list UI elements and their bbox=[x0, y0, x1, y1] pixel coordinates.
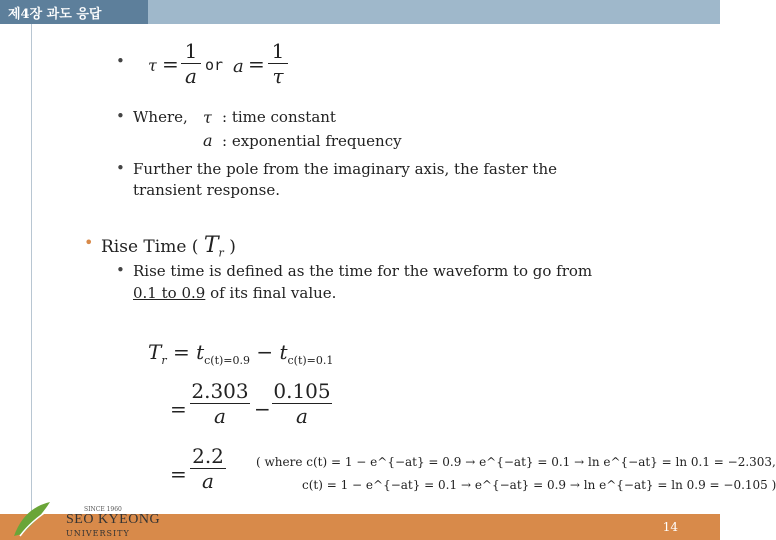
tau-symbol-2: τ bbox=[203, 108, 212, 127]
eq1-sub1: c(t)=0.9 bbox=[204, 354, 250, 367]
header-title-block bbox=[0, 0, 148, 24]
page-number: 14 bbox=[662, 520, 678, 534]
numerator: 1 bbox=[184, 39, 198, 63]
eq2-fraction-1 bbox=[190, 380, 250, 427]
eq3-den: a bbox=[202, 469, 214, 493]
logo-name: SEO KYEONG bbox=[66, 512, 161, 527]
denominator-2: τ bbox=[272, 64, 284, 88]
tau-description: : time constant bbox=[222, 108, 336, 126]
equation-line-1 bbox=[148, 340, 333, 367]
eq1-sub2: c(t)=0.1 bbox=[287, 354, 334, 367]
rise-heading-pre: Rise Time ( bbox=[101, 237, 199, 257]
tr-symbol: T bbox=[203, 233, 219, 258]
where-note-line1: ( where c(t) = 1 − e^{−at} = 0.9 → e^{−at} = 0.1 → ln e^{−at} = ln 0.1 = −2.303, bbox=[256, 455, 776, 469]
pole-text-line1: Further the pole from the imaginary axis, the faster the bbox=[133, 160, 557, 178]
eq2-fraction-2 bbox=[272, 380, 332, 427]
a-symbol-2: a bbox=[203, 131, 213, 150]
pole-text-line2: transient response. bbox=[133, 181, 281, 199]
tau-symbol: τ bbox=[148, 56, 157, 75]
where-label: Where, bbox=[133, 108, 188, 126]
leaf-icon bbox=[14, 502, 50, 536]
logo-university: UNIVERSITY bbox=[66, 529, 130, 538]
eq2-equals: = bbox=[170, 397, 187, 421]
equals-sign: = bbox=[162, 52, 179, 76]
fraction-one-over-a bbox=[181, 40, 201, 87]
chapter-title: 제4장 과도 응답 bbox=[8, 7, 102, 22]
eq3-num: 2.2 bbox=[192, 444, 224, 468]
eq1-rhs: = t bbox=[172, 340, 205, 364]
bullet-dot-3: • bbox=[116, 159, 125, 177]
numerator-2: 1 bbox=[271, 39, 285, 63]
fraction-one-over-tau bbox=[268, 40, 288, 87]
bullet-dot-2: • bbox=[116, 107, 125, 125]
eq2-den1: a bbox=[214, 404, 226, 428]
where-note-line2: c(t) = 1 − e^{−at} = 0.1 → e^{−at} = 0.9 → ln e^{−at} = ln 0.9 = −0.105 ) bbox=[302, 478, 776, 492]
section-bullet: • bbox=[84, 233, 94, 252]
a-symbol: a bbox=[233, 56, 244, 77]
rise-definition-rest: of its final value. bbox=[205, 284, 337, 302]
eq2-num1: 2.303 bbox=[191, 379, 249, 403]
eq1-lhs-sub: r bbox=[161, 354, 167, 367]
denominator: a bbox=[185, 64, 197, 88]
tr-subscript: r bbox=[218, 246, 224, 260]
rise-time-heading bbox=[101, 233, 236, 259]
header-strip bbox=[148, 0, 720, 24]
bullet-dot: • bbox=[116, 52, 125, 70]
rise-definition-line1: Rise time is defined as the time for the waveform to go from bbox=[133, 262, 593, 280]
equals-sign-2: = bbox=[248, 52, 265, 76]
a-description: : exponential frequency bbox=[222, 132, 402, 150]
eq3-fraction bbox=[190, 445, 226, 492]
eq3-equals: = bbox=[170, 462, 187, 486]
or-text: or bbox=[205, 56, 224, 74]
eq2-minus: − bbox=[254, 397, 271, 421]
logo-since: SINCE 1960 bbox=[84, 506, 122, 513]
range-underlined: 0.1 to 0.9 bbox=[133, 284, 206, 302]
eq1-minus: − t bbox=[256, 340, 288, 364]
rise-definition-line2 bbox=[133, 284, 336, 302]
eq2-den2: a bbox=[296, 404, 308, 428]
eq1-lhs: T bbox=[148, 340, 162, 364]
header-bar bbox=[0, 0, 720, 24]
left-margin-line bbox=[31, 24, 32, 514]
eq2-num2: 0.105 bbox=[273, 379, 331, 403]
bullet-dot-4: • bbox=[116, 261, 125, 279]
rise-heading-post: ) bbox=[229, 237, 236, 257]
